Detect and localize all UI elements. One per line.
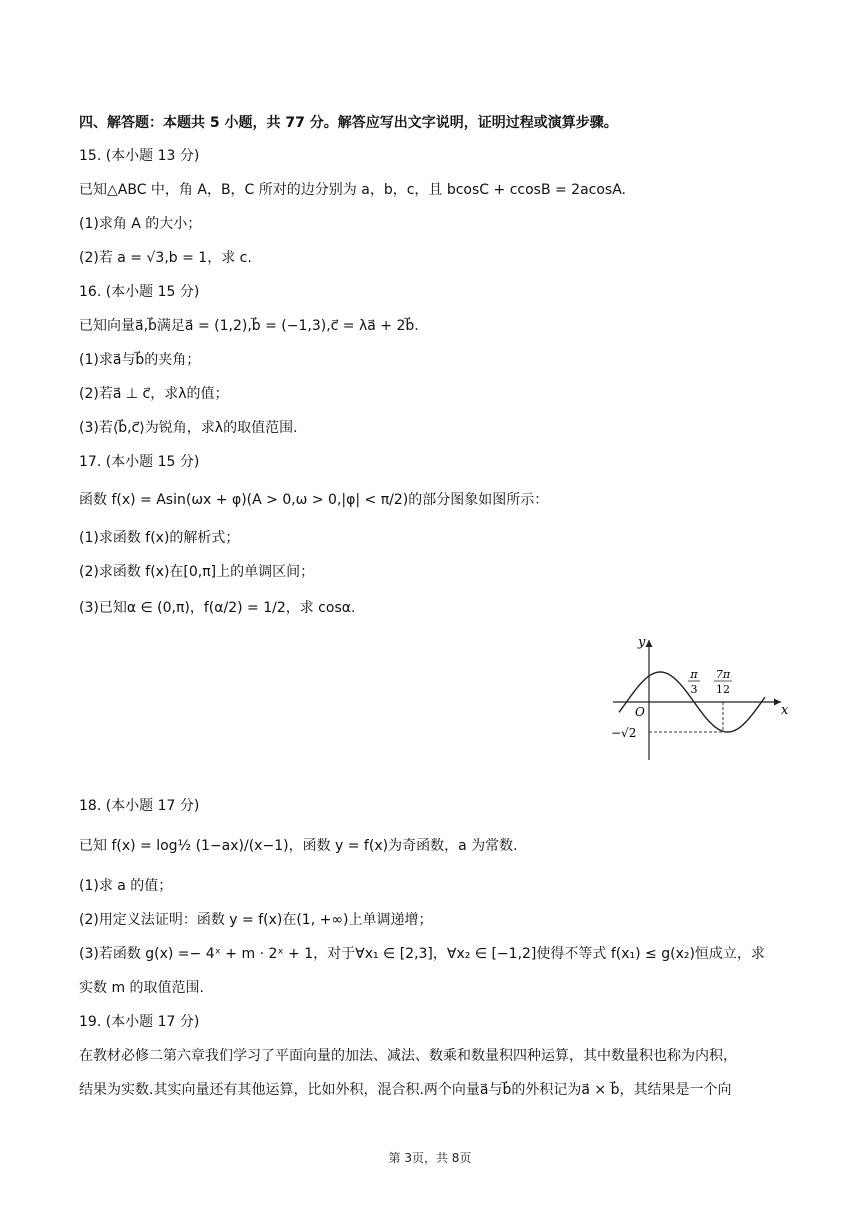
q16-part1: (1)求a⃗与b⃗的夹角；	[79, 352, 201, 368]
q18-part2: (2)用定义法证明：函数 y = f(x)在(1, +∞)上单调递增；	[79, 912, 433, 928]
q17-part2: (2)求函数 f(x)在[0,π]上的单调区间；	[79, 564, 315, 580]
q17-stem: 函数 f(x) = Asin(ωx + φ)(A > 0,ω > 0,|φ| < π/2)的部分图象如图所示：	[79, 492, 549, 508]
x-axis-label: x	[781, 703, 789, 718]
q18-stem: 已知 f(x) = log½ (1−ax)/(x−1)，函数 y = f(x)为奇函数，a 为常数.	[79, 838, 518, 854]
y-axis-label: y	[638, 635, 646, 650]
tick2-denominator: 12	[716, 683, 730, 696]
q15-part2: (2)若 a = √3,b = 1，求 c.	[79, 250, 252, 266]
q15-part1: (1)求角 A 的大小；	[79, 216, 202, 232]
q19-header: 19. (本小题 17 分)	[79, 1014, 200, 1030]
q15-header: 15. (本小题 13 分)	[79, 148, 200, 164]
q19-stem-line1: 在教材必修二第六章我们学习了平面向量的加法、减法、数乘和数量积四种运算，其中数量积也称为内积，	[79, 1048, 737, 1064]
q18-part1: (1)求 a 的值；	[79, 878, 173, 894]
section-heading: 四、解答题：本题共 5 小题，共 77 分。解答应写出文字说明，证明过程或演算步骤。	[79, 115, 618, 131]
q17-part1: (1)求函数 f(x)的解析式；	[79, 530, 240, 546]
q16-part2: (2)若a⃗ ⊥ c⃗，求λ的值；	[79, 386, 229, 402]
q18-part3-line1: (3)若函数 g(x) =− 4ˣ + m · 2ˣ + 1，对于∀x₁ ∈ [2,3]，∀x₂ ∈ [−1,2]使得不等式 f(x₁) ≤ g(x₂)恒成立，求	[79, 946, 765, 962]
q16-part3: (3)若⟨b⃗,c⃗⟩为锐角，求λ的取值范围.	[79, 420, 298, 436]
q16-stem: 已知向量a⃗,b⃗满足a⃗ = (1,2),b⃗ = (−1,3),c⃗ = λa⃗ + 2b⃗.	[79, 318, 419, 334]
tick1-numerator: π	[690, 668, 698, 681]
origin-label: O	[635, 705, 645, 719]
tick2-numerator: 7π	[715, 668, 731, 681]
q15-stem: 已知△ABC 中，角 A，B，C 所对的边分别为 a，b，c，且 bcosC + ccosB = 2acosA.	[79, 182, 627, 198]
min-value-label: −√2	[611, 726, 637, 740]
q17-part3: (3)已知α ∈ (0,π)，f(α/2) = 1/2，求 cosα.	[79, 600, 356, 616]
q19-stem-line2: 结果为实数.其实向量还有其他运算，比如外积，混合积.两个向量a⃗与b⃗的外积记为a⃗ × b⃗，其结果是一个向	[79, 1082, 732, 1098]
q18-header: 18. (本小题 17 分)	[79, 798, 200, 814]
q17-header: 17. (本小题 15 分)	[79, 454, 200, 470]
q16-header: 16. (本小题 15 分)	[79, 284, 200, 300]
q18-part3-line2: 实数 m 的取值范围.	[79, 980, 204, 996]
tick1-denominator: 3	[690, 683, 698, 696]
page-footer: 第 3页，共 8页	[388, 1151, 472, 1165]
sine-graph-figure	[605, 630, 795, 765]
